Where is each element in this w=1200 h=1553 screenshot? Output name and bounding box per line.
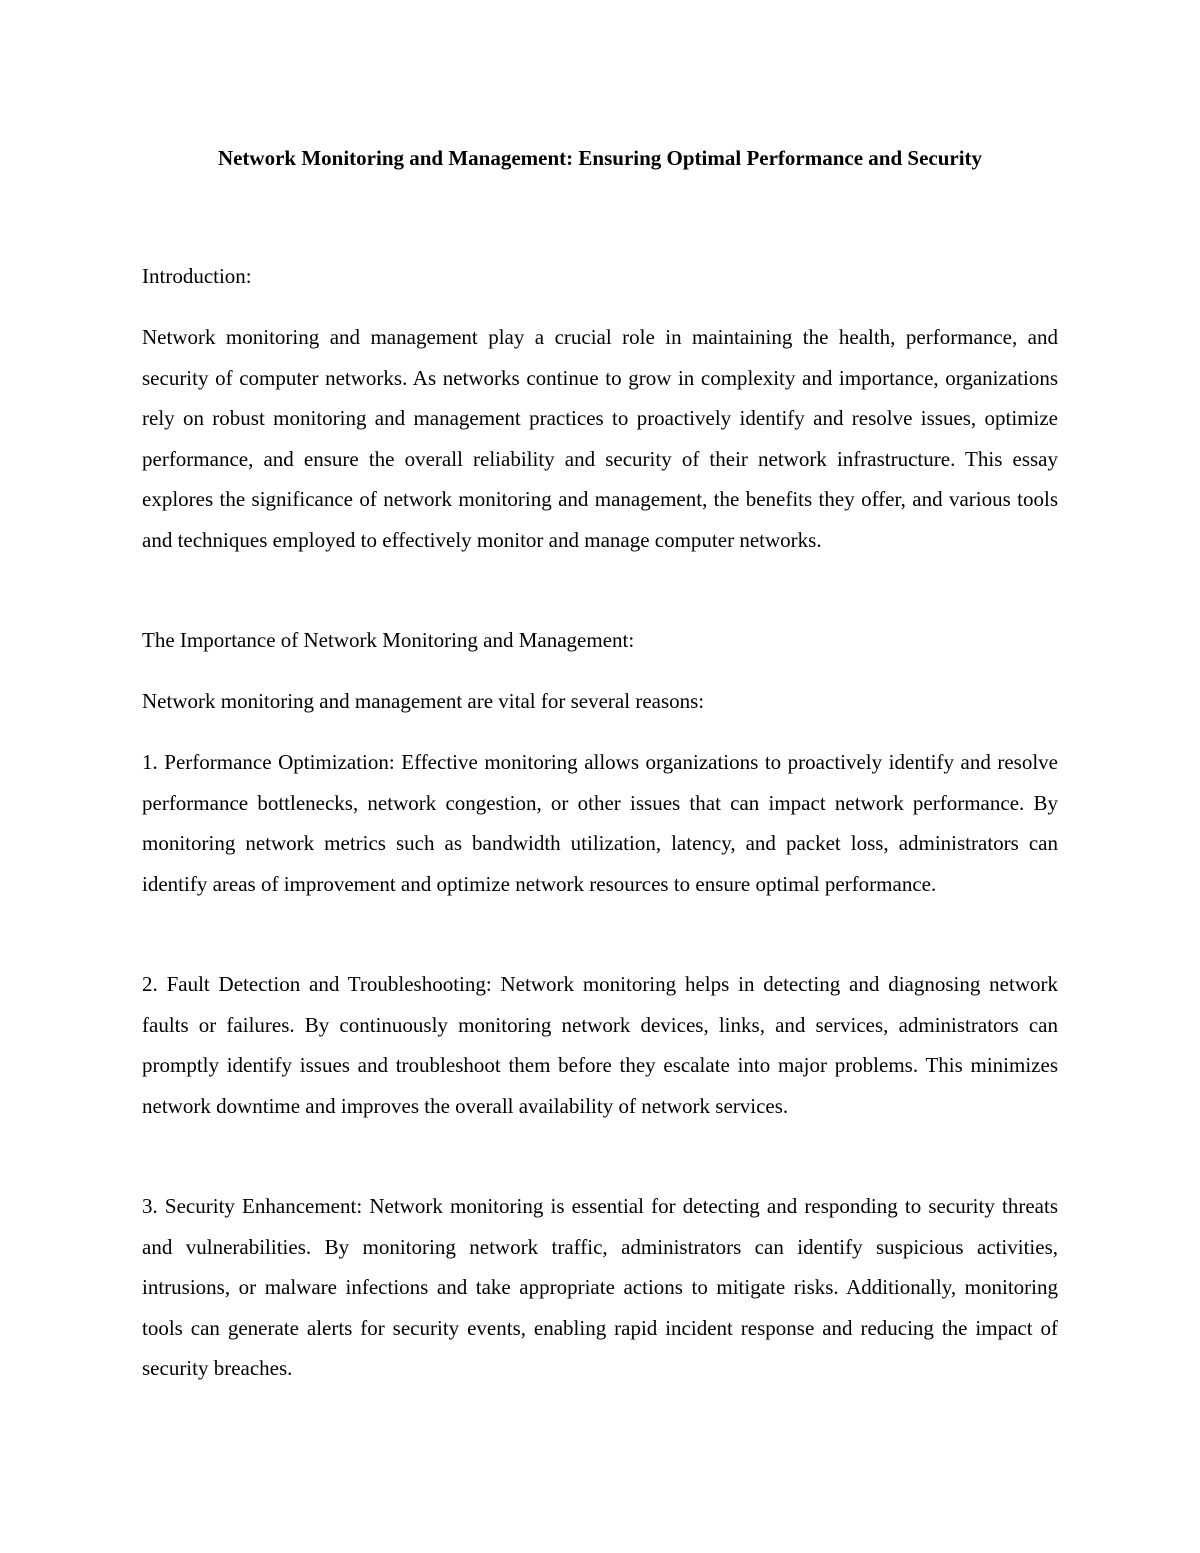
importance-intro: Network monitoring and management are vital for several reasons: [142, 689, 705, 713]
document-title: Network Monitoring and Management: Ensuring Optimal Performance and Security [217, 146, 983, 170]
point-fault-detection: 2. Fault Detection and Troubleshooting: Network monitoring helps in detecting and diagnosing network faults or failures. By continuously monitoring network devices, links, and services, administrators can promptly identify issues and troubleshoot them before they escalate into major problems. This minimizes network downtime and improves the overall availability of network services. [142, 972, 1058, 1118]
importance-heading: The Importance of Network Monitoring and Management: [142, 628, 635, 652]
point-security-enhancement: 3. Security Enhancement: Network monitoring is essential for detecting and responding to security threats and vulnerabilities. By monitoring network traffic, administrators can identify suspicious activities, intrusions, or malware infections and take appropriate actions to mitigate risks. Additionally, monitoring tools can generate alerts for security events, enabling rapid incident response and reducing the impact of security breaches. [142, 1194, 1058, 1380]
point-performance-optimization: 1. Performance Optimization: Effective monitoring allows organizations to proactively identify and resolve performance bottlenecks, network congestion, or other issues that can impact network performance. By monitoring network metrics such as bandwidth utilization, latency, and packet loss, administrators can identify areas of improvement and optimize network resources to ensure optimal performance. [142, 750, 1058, 896]
intro-heading: Introduction: [142, 264, 252, 288]
intro-paragraph: Network monitoring and management play a crucial role in maintaining the health, performance, and security of computer networks. As networks continue to grow in complexity and importance, organizations rely on robust monitoring and management practices to proactively identify and resolve issues, optimize performance, and ensure the overall reliability and security of their network infrastructure. This essay explores the significance of network monitoring and management, the benefits they offer, and various tools and techniques employed to effectively monitor and manage computer networks. [142, 325, 1058, 552]
